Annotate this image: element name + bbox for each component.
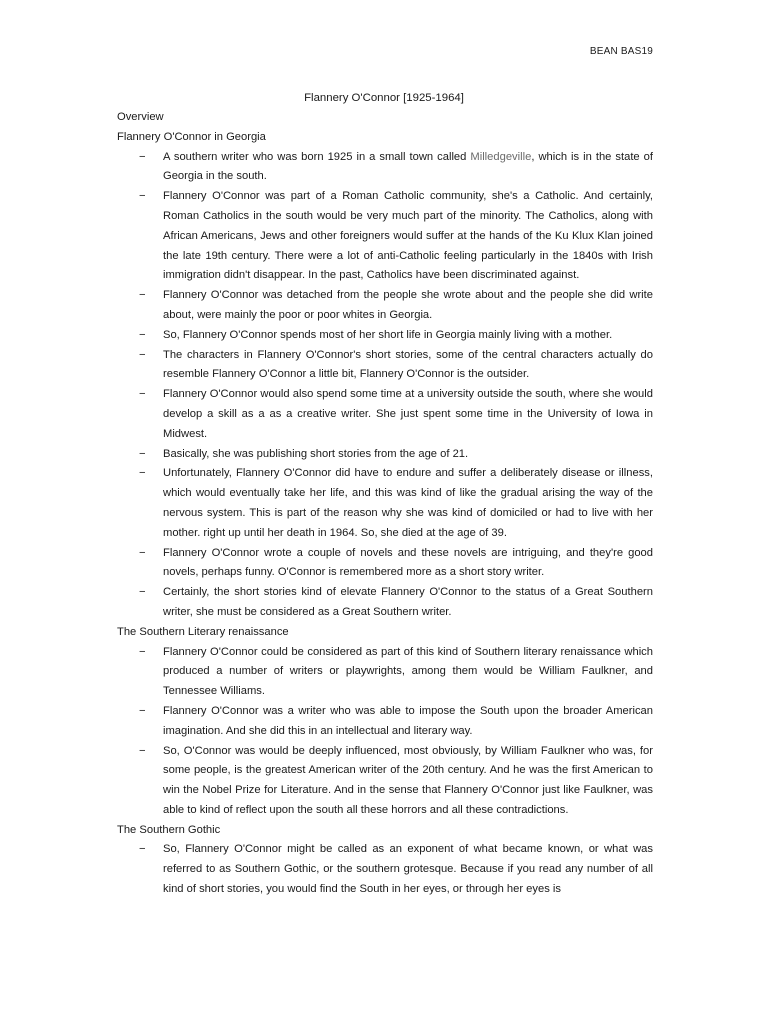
- bullet-text: Basically, she was publishing short stories from the age of 21.: [163, 447, 469, 460]
- bullet-dash-icon: −: [139, 190, 146, 203]
- bullet-dash-icon: −: [139, 328, 146, 341]
- bullet-text: Flannery O'Connor was part of a Roman Catholic community, she's a Catholic. And certainly, Roman Catholics in the south would be very much part of the minority. The Catholics, along with African Americans, Jews and other foreigners would suffer at the hands of the Ku Klux Klan joined the late 19th century. There were a lot of anti-Catholic feeling particularly in the 1840s with Irish immigration didn't disappear. In the past, Catholics have been discriminated against.: [163, 190, 653, 282]
- bullet-text: So, Flannery O'Connor spends most of her short life in Georgia mainly living with a mother.: [163, 328, 613, 341]
- bullet-item: [117, 445, 653, 465]
- bullet-item: [117, 148, 653, 188]
- bullet-dash-icon: −: [139, 388, 146, 401]
- bullet-text: Flannery O'Connor wrote a couple of novels and these novels are intriguing, and they're good novels, perhaps funny. O'Connor is remembered more as a short story writer.: [163, 546, 653, 579]
- section-heading: The Southern Literary renaissance: [117, 625, 289, 638]
- bullet-item: [117, 346, 653, 386]
- bullet-dash-icon: −: [139, 645, 146, 658]
- bullet-item: [117, 464, 653, 543]
- bullet-item: [117, 385, 653, 444]
- bullet-dash-icon: −: [139, 150, 146, 163]
- bullet-dash-icon: −: [139, 467, 146, 480]
- document-body: [117, 108, 653, 900]
- bullet-dash-icon: −: [139, 744, 146, 757]
- bullet-item: [117, 544, 653, 584]
- bullet-text: The characters in Flannery O'Connor's short stories, some of the central characters actually do resemble Flannery O'Connor a little bit, Flannery O'Connor is the outsider.: [163, 348, 653, 381]
- bullet-item: [117, 702, 653, 742]
- bullet-dash-icon: −: [139, 704, 146, 717]
- bullet-list: [117, 840, 653, 899]
- bullet-dash-icon: −: [139, 447, 146, 460]
- bullet-dash-icon: −: [139, 289, 146, 302]
- place-link[interactable]: Milledgeville: [470, 150, 532, 163]
- bullet-text: A southern writer who was born 1925 in a small town called: [163, 150, 471, 163]
- bullet-item: [117, 643, 653, 702]
- bullet-text-continued: , which is in the state of Georgia in the south.: [163, 150, 653, 183]
- section-heading: The Southern Gothic: [117, 823, 221, 836]
- bullet-text: Flannery O'Connor was detached from the people she wrote about and the people she did write about, were mainly the poor or poor whites in Georgia.: [163, 289, 653, 321]
- document-title: Flannery O'Connor [1925-1964]: [304, 92, 464, 104]
- bullet-item: [117, 286, 653, 326]
- bullet-list: [117, 148, 653, 623]
- bullet-text: So, Flannery O'Connor might be called as an exponent of what became known, or what was referred to as Southern Gothic, or the southern grotesque. Because if you read any number of all kind of short stories, you would find the South in her eyes, or through her eyes is: [163, 843, 653, 896]
- bullet-dash-icon: −: [139, 843, 146, 856]
- bullet-list: [117, 643, 653, 821]
- section-heading: Flannery O'Connor in Georgia: [117, 130, 266, 143]
- bullet-text: Flannery O'Connor could be considered as part of this kind of Southern literary renaissance which produced a number of writers or playwrights, among them would be William Faulkner, and Tennessee Williams.: [163, 645, 653, 698]
- bullet-dash-icon: −: [139, 348, 146, 361]
- bullet-item: [117, 583, 653, 623]
- document-code: BEAN BAS19: [589, 46, 653, 57]
- bullet-item: [117, 187, 653, 286]
- bullet-text: Flannery O'Connor was a writer who was able to impose the South upon the broader American imagination. And she did this in an intellectual and literary way.: [163, 704, 653, 737]
- bullet-text: Unfortunately, Flannery O'Connor did have to endure and suffer a deliberately disease or illness, which would eventually take her life, and this was kind of like the gradual arising the way of the nervous system. This is part of the reason why she was kind of domiciled or had to live with her mother. right up until her death in 1964. So, she died at the age of 39.: [163, 467, 653, 539]
- bullet-item: [117, 742, 653, 821]
- bullet-dash-icon: −: [139, 586, 146, 599]
- bullet-item: [117, 326, 653, 346]
- bullet-text: Flannery O'Connor would also spend some time at a university outside the south, where she would develop a skill as a as a creative writer. She just spent some time in the University of Iowa in Midwest.: [163, 388, 653, 440]
- bullet-text: Certainly, the short stories kind of elevate Flannery O'Connor to the status of a Great Southern writer, she must be considered as a Great Southern writer.: [163, 586, 653, 618]
- sections-container: [117, 128, 653, 900]
- bullet-item: [117, 840, 653, 899]
- bullet-dash-icon: −: [139, 546, 146, 559]
- bullet-text: So, O'Connor was would be deeply influenced, most obviously, by William Faulkner who was, for some people, is the greatest American writer of the 20th century. And he was the first American to win the Nobel Prize for Literature. And in the sense that Flannery O'Connor just like Faulkner, was able to kind of reflect upon the south all these horrors and all these contradictions.: [163, 744, 653, 816]
- overview-heading: Overview: [117, 111, 164, 123]
